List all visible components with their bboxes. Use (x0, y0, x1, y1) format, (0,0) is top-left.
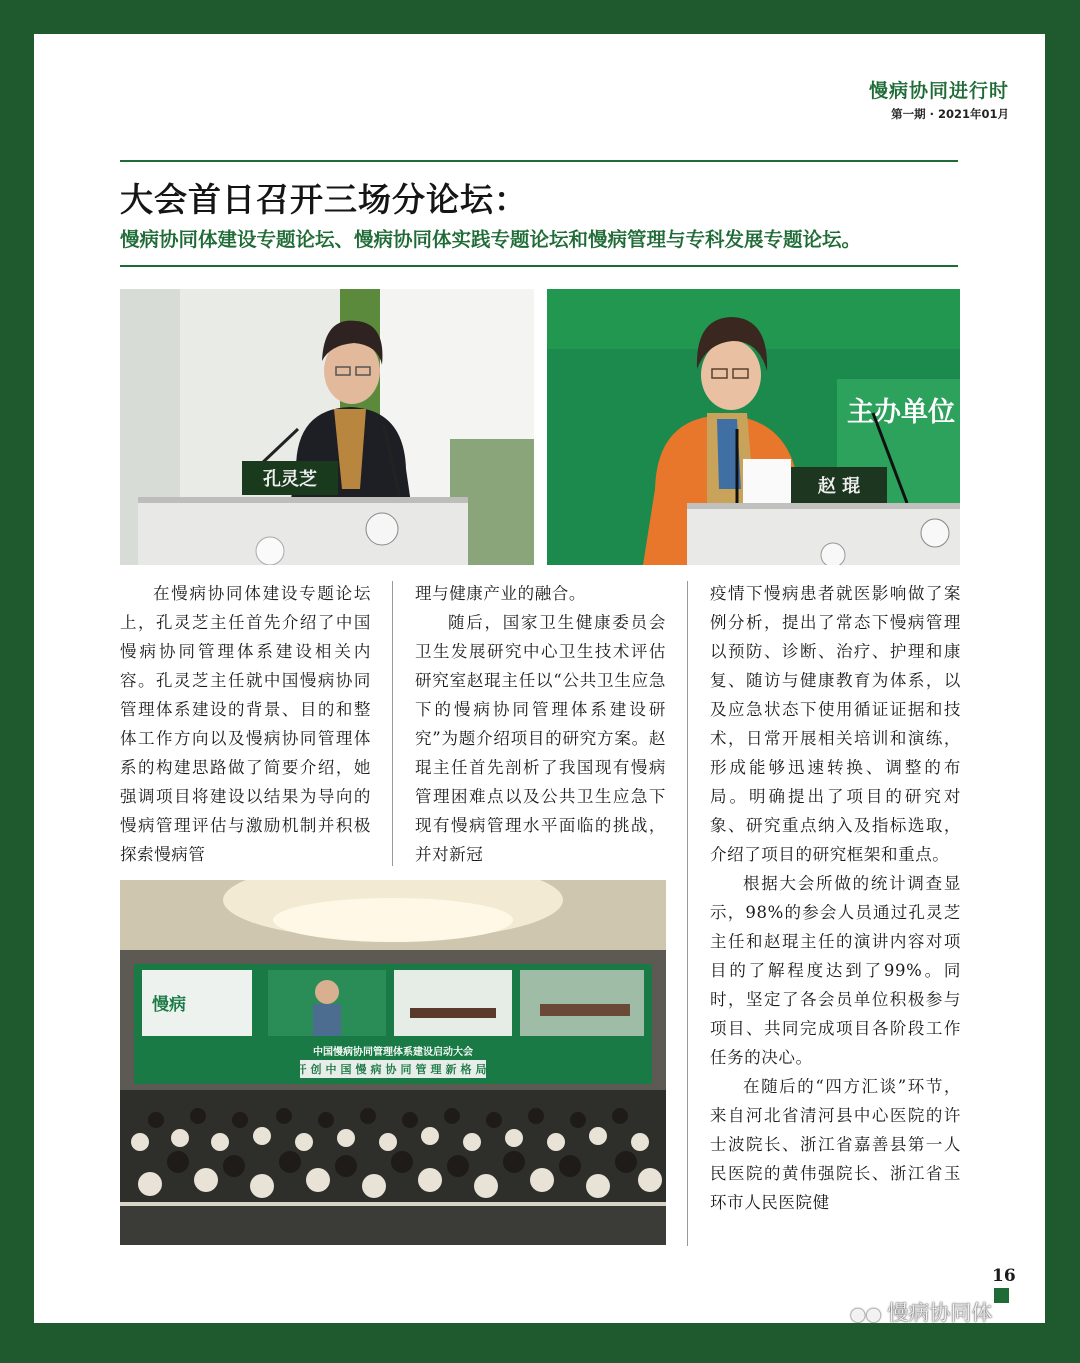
headline-bottom-rule (120, 265, 958, 267)
magazine-title: 慢病协同进行时 (868, 80, 1009, 102)
paragraph: 随后，国家卫生健康委员会卫生发展研究中心卫生技术评估研究室赵琨主任以“公共卫生应急下的慢病协同管理体系建设研究”为题介绍项目的研究方案。赵琨主任首先剖析了我国现有慢病管理困难点以及公共卫生应急下现有慢病管理水平面临的挑战，并对新冠 (415, 613, 666, 864)
watermark-text: 慢病协同体 (887, 1301, 993, 1325)
page-number: 16 (992, 1266, 1016, 1286)
screen-left-text: 慢病 (152, 995, 186, 1015)
paragraph: 在随后的“四方汇谈”环节，来自河北省清河县中心医院的许士波院长、浙江省嘉善县第一人民医院的黄伟强院长、浙江省玉环市人民医院健 (710, 1077, 961, 1212)
magazine-page (34, 34, 1045, 1323)
paragraph: 理与健康产业的融合。 (415, 584, 586, 603)
body-column-1 (120, 579, 371, 869)
body-column-2 (415, 579, 666, 869)
paragraph: 根据大会所做的统计调查显示，98%的参会人员通过孔灵芝主任和赵琨主任的演讲内容对项目的了解程度达到了99%。同时，坚定了各会员单位积极参与项目、共同完成项目各阶段工作任务的决心。 (710, 874, 961, 1067)
watermark (850, 1297, 992, 1327)
paragraph: 在慢病协同体建设专题论坛上，孔灵芝主任首先介绍了中国慢病协同管理体系建设相关内容。孔灵芝主任就中国慢病协同管理体系建设的背景、目的和整体工作方向以及慢病协同管理体系的构建思路做了简要介绍，她强调项目将建设以结果为导向的慢病管理评估与激励机制并积极探索慢病管 (120, 584, 371, 864)
screen-slogan: 开创中国慢病协同管理新格局 (295, 1063, 491, 1076)
article-headline: 大会首日召开三场分论坛： (120, 180, 528, 219)
body-column-3 (710, 579, 961, 1217)
issue-label: 第一期 · 2021年01月 (891, 107, 1009, 121)
paragraph: 疫情下慢病患者就医影响做了案例分析，提出了常态下慢病管理以预防、诊断、治疗、护理和康复、随访与健康教育为体系，以及应急状态下使用循证证据和技术，日常开展相关培训和演练，形成能够迅速转换、调整的布局。明确提出了项目的研究对象、研究重点纳入及指标选取，介绍了项目的研究框架和重点。 (710, 584, 961, 864)
article-subhead: 慢病协同体建设专题论坛、慢病协同体实践专题论坛和慢病管理与专科发展专题论坛。 (120, 228, 862, 251)
wechat-icon: ●● (850, 1304, 882, 1325)
nameplate-1: 孔灵芝 (263, 469, 317, 490)
speaker-photo-1 (120, 289, 534, 565)
page-number-marker (994, 1288, 1009, 1303)
event-banner-text: 主办单位 (847, 397, 955, 428)
column-divider (687, 581, 688, 1246)
conference-hall-photo (120, 880, 666, 1245)
column-divider (392, 581, 393, 866)
headline-top-rule (120, 160, 958, 162)
screen-title: 中国慢病协同管理体系建设启动大会 (313, 1047, 473, 1058)
nameplate-2: 赵 琨 (817, 476, 861, 497)
speaker-photo-2 (547, 289, 960, 565)
